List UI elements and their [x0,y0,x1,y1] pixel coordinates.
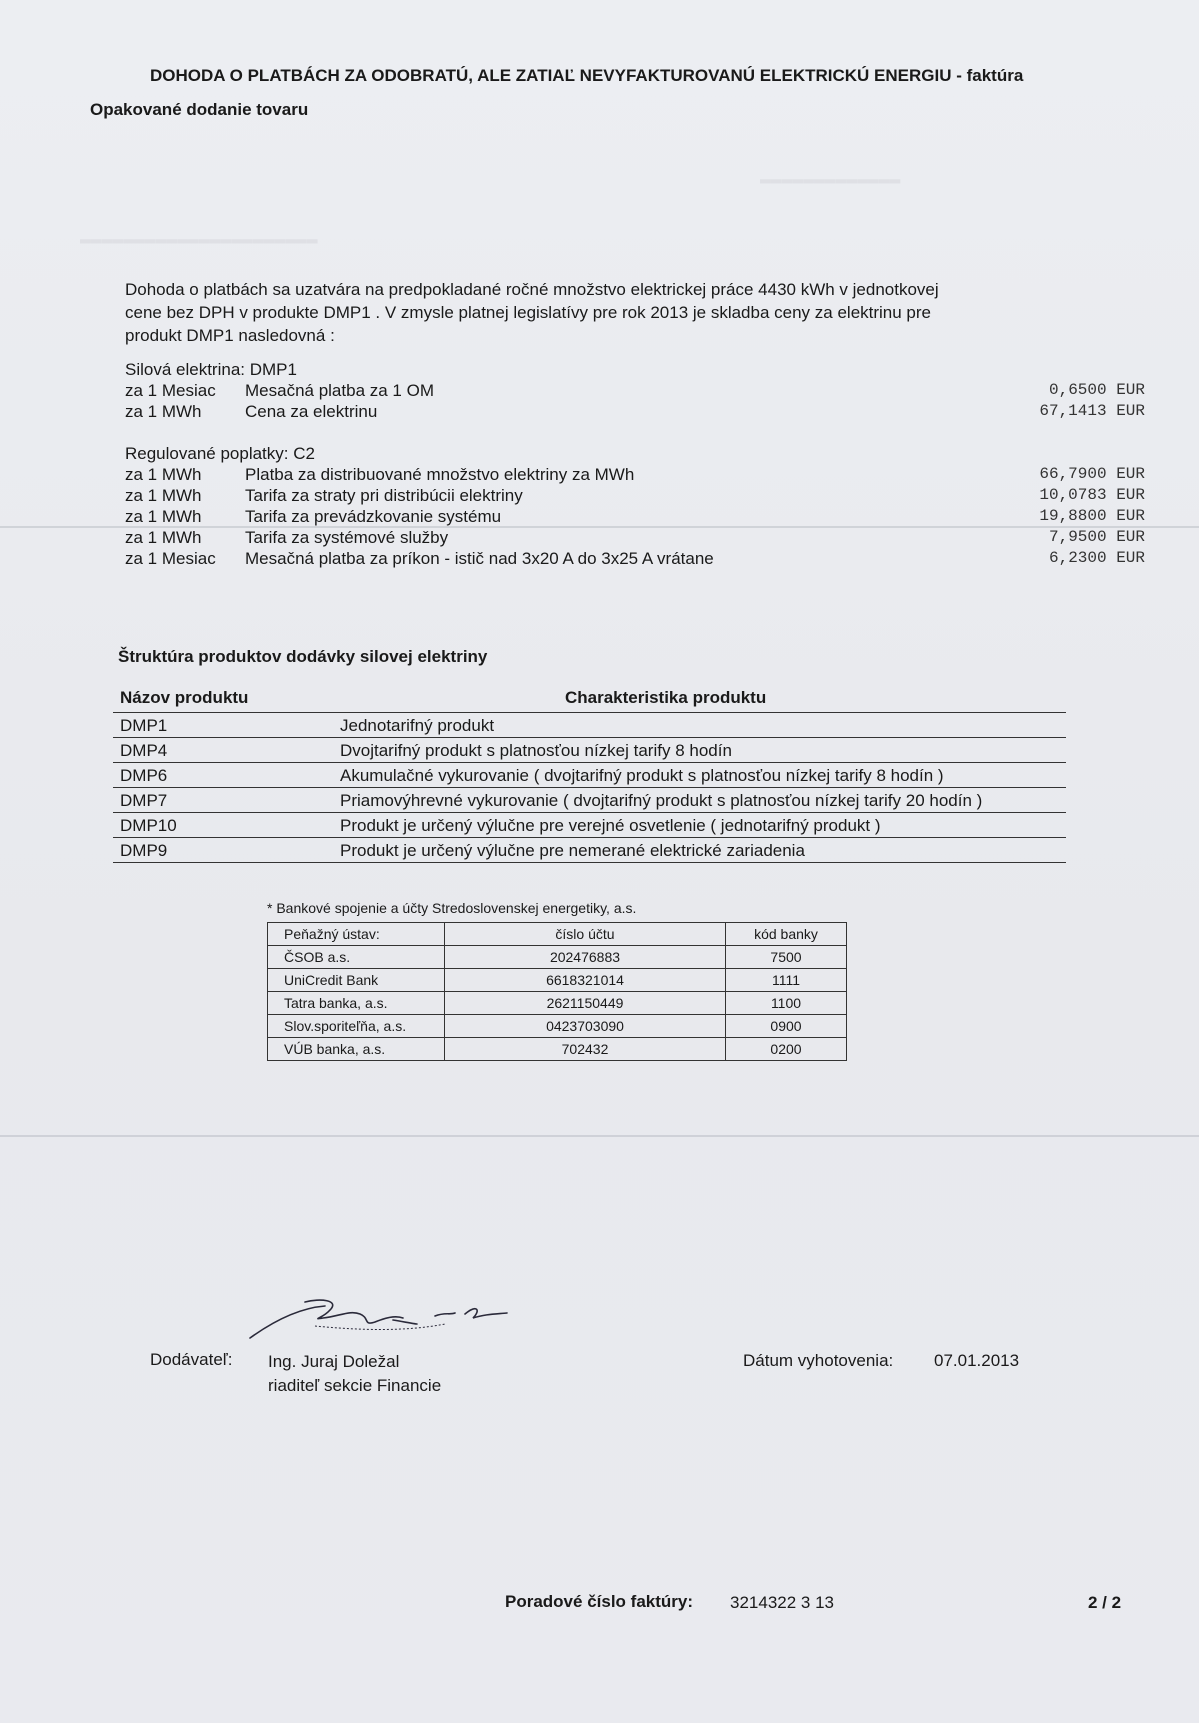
table-row [268,969,847,992]
col-header-account: číslo účtu [445,923,726,946]
product-name: DMP7 [120,791,168,810]
price-unit: za 1 Mesiac [125,381,216,400]
fee-desc: Tarifa za straty pri distribúcii elektriny [245,486,523,505]
supplier-label: Dodávateľ: [150,1350,233,1369]
fee-unit: za 1 MWh [125,507,202,526]
price-row [125,402,1145,422]
supplier-name: Ing. Juraj Doležal [268,1352,400,1371]
col-header-bank: Peňažný ústav: [268,923,445,946]
account-number: 0423703090 [445,1015,726,1038]
price-unit: za 1 MWh [125,402,202,421]
table-header [268,923,847,946]
account-number: 702432 [445,1038,726,1061]
fee-unit: za 1 Mesiac [125,549,216,568]
bank-code: 0900 [726,1015,847,1038]
product-name: DMP10 [120,816,177,835]
price-value: 0,6500 EUR [1048,381,1145,399]
bank-code: 0200 [726,1038,847,1061]
col-header-characteristic: Charakteristika produktu [565,688,767,707]
table-row [268,1038,847,1061]
fee-value: 7,9500 EUR [1048,528,1145,546]
paper-fold [0,1135,1199,1137]
fee-value: 10,0783 EUR [1039,486,1145,504]
price-desc: Cena za elektrinu [245,402,378,421]
document-subtitle: Opakované dodanie tovaru [90,100,309,119]
product-characteristic: Priamovýhrevné vykurovanie ( dvojtarifný produkt s platnosťou nízkej tarify 20 hodín ) [340,791,983,810]
intro-line: produkt DMP1 nasledovná : [125,326,335,345]
product-characteristic: Produkt je určený výlučne pre nemerané elektrické zariadenia [340,841,805,860]
col-header-name: Názov produktu [120,688,249,707]
bank-name: Tatra banka, a.s. [268,992,445,1015]
table-row [268,946,847,969]
table-row [113,763,1066,788]
structure-title: Štruktúra produktov dodávky silovej elektriny [118,647,488,666]
bank-accounts-table [267,922,847,1061]
bank-code: 7500 [726,946,847,969]
invoice-number-value: 3214322 3 13 [730,1593,834,1612]
table-row [113,813,1066,838]
account-number: 6618321014 [445,969,726,992]
bank-name: VÚB banka, a.s. [268,1038,445,1061]
fee-unit: za 1 MWh [125,486,202,505]
product-name: DMP9 [120,841,168,860]
fee-row [125,507,1145,527]
supplier-block [268,1350,441,1398]
bank-note: * Bankové spojenie a účty Stredoslovenskej energetiky, a.s. [267,900,637,916]
product-structure-table [113,684,1066,863]
bank-code: 1100 [726,992,847,1015]
product-name: DMP6 [120,766,168,785]
fee-value: 66,7900 EUR [1039,465,1145,483]
show-through-text: ▬▬▬▬▬▬▬▬▬▬▬▬▬ [760,170,901,190]
table-row [113,738,1066,763]
fee-row [125,465,1145,485]
price-desc: Mesačná platba za 1 OM [245,381,434,400]
account-number: 202476883 [445,946,726,969]
fee-row [125,486,1145,506]
regulovane-label: Regulované poplatky: C2 [125,444,315,463]
product-characteristic: Produkt je určený výlučne pre verejné osvetlenie ( jednotarifný produkt ) [340,816,881,835]
invoice-number-label: Poradové číslo faktúry: [505,1592,694,1611]
table-row [268,1015,847,1038]
account-number: 2621150449 [445,992,726,1015]
supplier-role: riaditeľ sekcie Financie [268,1376,442,1395]
fee-desc: Tarifa za prevádzkovanie systému [245,507,502,526]
product-characteristic: Jednotarifný produkt [340,716,495,735]
intro-line: Dohoda o platbách sa uzatvára na predpokladané ročné množstvo elektrickej práce 4430 kWh v jednotkovej [125,280,939,299]
table-header [113,684,1066,713]
fee-desc: Tarifa za systémové služby [245,528,449,547]
silova-label: Silová elektrina: DMP1 [125,360,297,379]
price-value: 67,1413 EUR [1039,402,1145,420]
table-row [113,838,1066,863]
fee-row [125,549,1145,569]
fee-value: 6,2300 EUR [1048,549,1145,567]
fee-desc: Platba za distribuované množstvo elektriny za MWh [245,465,635,484]
bank-name: Slov.sporiteľňa, a.s. [268,1015,445,1038]
col-header-code: kód banky [726,923,847,946]
table-row [268,992,847,1015]
bank-code: 1111 [726,969,847,992]
intro-line: cene bez DPH v produkte DMP1 . V zmysle platnej legislatívy pre rok 2013 je skladba ceny za elektrinu pre [125,303,932,322]
fee-unit: za 1 MWh [125,528,202,547]
table-row [113,788,1066,813]
bank-name: UniCredit Bank [268,969,445,992]
fee-unit: za 1 MWh [125,465,202,484]
date-label: Dátum vyhotovenia: [743,1351,894,1370]
signature-image [245,1280,545,1350]
page-number: 2 / 2 [1088,1593,1122,1612]
bank-name: ČSOB a.s. [268,946,445,969]
fee-row [125,528,1145,548]
date-value: 07.01.2013 [934,1351,1020,1370]
show-through-text: ▬▬▬▬▬▬▬▬▬▬▬▬▬▬▬▬▬▬▬▬▬▬ [80,230,318,250]
product-name: DMP4 [120,741,168,760]
intro-paragraph [125,278,1055,347]
table-row [113,713,1066,738]
fee-value: 19,8800 EUR [1039,507,1145,525]
product-characteristic: Akumulačné vykurovanie ( dvojtarifný produkt s platnosťou nízkej tarify 8 hodín ) [340,766,944,785]
fee-desc: Mesačná platba za príkon - istič nad 3x20 A do 3x25 A vrátane [245,549,714,568]
product-characteristic: Dvojtarifný produkt s platnosťou nízkej tarify 8 hodín [340,741,732,760]
document-title: DOHODA O PLATBÁCH ZA ODOBRATÚ, ALE ZATIAĽ NEVYFAKTUROVANÚ ELEKTRICKÚ ENERGIU - faktúra [150,66,1024,85]
product-name: DMP1 [120,716,168,735]
price-row [125,381,1145,401]
